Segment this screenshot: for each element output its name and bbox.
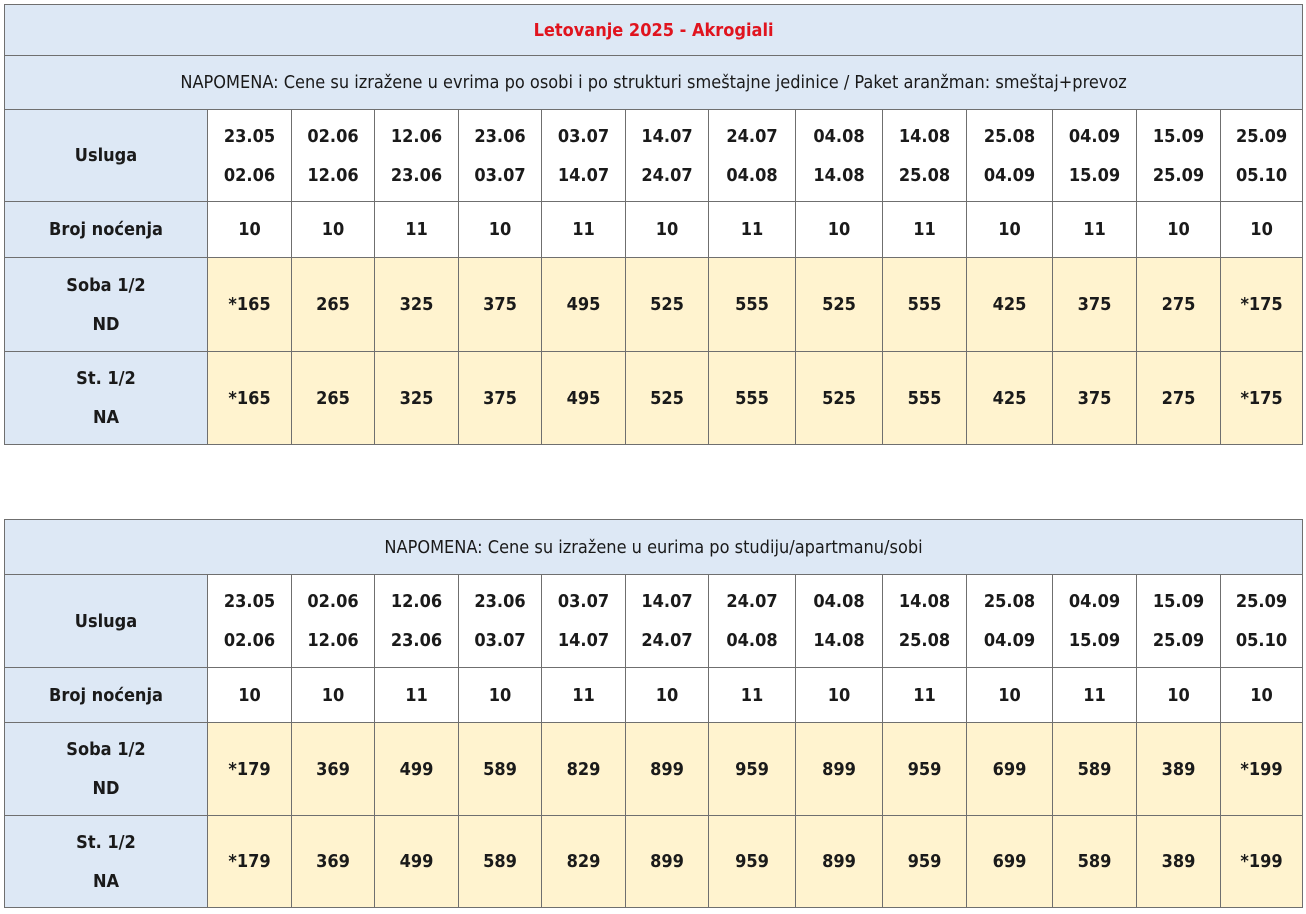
nights-cell: 11 bbox=[709, 668, 796, 723]
price-cell: 369 bbox=[292, 816, 375, 908]
price-cell: *199 bbox=[1221, 816, 1303, 908]
period-end: 25.09 bbox=[1152, 164, 1205, 186]
price-cell: 525 bbox=[626, 258, 709, 352]
service-header-cell bbox=[5, 575, 208, 668]
price-cell: 525 bbox=[796, 258, 883, 352]
price-cell: 499 bbox=[375, 816, 459, 908]
period-start: 02.06 bbox=[307, 125, 359, 147]
nights-cell: 11 bbox=[375, 668, 459, 723]
price-cell: 959 bbox=[883, 723, 967, 816]
price-cell: 265 bbox=[292, 352, 375, 445]
nights-label: Broj noćenja bbox=[49, 684, 163, 706]
price-cell: 699 bbox=[967, 723, 1053, 816]
period-start: 03.07 bbox=[557, 591, 610, 612]
price-cell: *175 bbox=[1221, 352, 1303, 445]
price-cell: 375 bbox=[1053, 258, 1137, 352]
period-header-cell bbox=[709, 575, 796, 668]
period-end: 05.10 bbox=[1235, 630, 1288, 651]
period-end: 14.08 bbox=[813, 630, 865, 651]
nights-cell: 11 bbox=[542, 668, 626, 723]
period-end: 14.07 bbox=[557, 164, 610, 186]
period-start: 12.06 bbox=[390, 125, 443, 147]
period-start: 24.07 bbox=[726, 125, 778, 147]
period-start: 03.07 bbox=[557, 125, 610, 147]
price-cell: 495 bbox=[542, 258, 626, 352]
period-end: 12.06 bbox=[307, 630, 359, 651]
meal-plan: ND bbox=[92, 313, 120, 335]
room-label-cell bbox=[5, 258, 208, 352]
nights-cell: 11 bbox=[709, 202, 796, 258]
period-header-cell bbox=[883, 575, 967, 668]
nights-row bbox=[5, 668, 1303, 723]
period-header-row bbox=[5, 110, 1303, 202]
note-cell bbox=[5, 56, 1303, 110]
period-end: 24.07 bbox=[641, 164, 693, 186]
service-label: Usluga bbox=[74, 610, 138, 632]
price-cell: 425 bbox=[967, 352, 1053, 445]
price-cell: 589 bbox=[459, 723, 542, 816]
period-start: 14.08 bbox=[898, 591, 951, 612]
nights-cell: 10 bbox=[1137, 202, 1221, 258]
period-end: 04.09 bbox=[983, 630, 1036, 651]
note-row bbox=[5, 520, 1303, 575]
period-end: 04.08 bbox=[726, 164, 778, 186]
price-row bbox=[5, 258, 1303, 352]
room-type: Soba 1/2 bbox=[66, 274, 146, 296]
note-row bbox=[5, 56, 1303, 110]
price-row bbox=[5, 352, 1303, 445]
nights-cell: 10 bbox=[796, 668, 883, 723]
nights-cell: 10 bbox=[967, 668, 1053, 723]
period-header-cell bbox=[459, 110, 542, 202]
period-end: 25.09 bbox=[1152, 630, 1205, 651]
period-end: 03.07 bbox=[474, 630, 526, 651]
price-cell: 555 bbox=[709, 258, 796, 352]
period-end: 14.07 bbox=[557, 630, 610, 651]
period-end: 25.08 bbox=[898, 630, 951, 651]
period-start: 25.09 bbox=[1235, 125, 1288, 147]
nights-cell: 10 bbox=[1221, 668, 1303, 723]
price-cell: 959 bbox=[709, 723, 796, 816]
period-start: 14.07 bbox=[641, 591, 693, 612]
nights-cell: 10 bbox=[459, 668, 542, 723]
price-row bbox=[5, 723, 1303, 816]
period-end: 15.09 bbox=[1068, 164, 1121, 186]
period-header-cell bbox=[375, 110, 459, 202]
room-type: St. 1/2 bbox=[76, 368, 136, 389]
nights-cell: 10 bbox=[208, 202, 292, 258]
period-start: 15.09 bbox=[1152, 591, 1205, 612]
period-start: 04.08 bbox=[813, 591, 865, 612]
price-cell: 369 bbox=[292, 723, 375, 816]
period-start: 04.08 bbox=[813, 125, 865, 147]
price-cell: 389 bbox=[1137, 723, 1221, 816]
period-header-cell bbox=[1137, 110, 1221, 202]
price-cell: 375 bbox=[459, 352, 542, 445]
period-header-cell bbox=[626, 575, 709, 668]
price-cell: 555 bbox=[709, 352, 796, 445]
period-start: 14.07 bbox=[641, 125, 693, 147]
price-cell: 959 bbox=[883, 816, 967, 908]
price-cell: 555 bbox=[883, 352, 967, 445]
price-cell: *165 bbox=[208, 258, 292, 352]
period-header-cell bbox=[883, 110, 967, 202]
price-cell: 495 bbox=[542, 352, 626, 445]
period-start: 15.09 bbox=[1152, 125, 1205, 147]
price-cell: 589 bbox=[1053, 723, 1137, 816]
price-cell: 959 bbox=[709, 816, 796, 908]
period-header-cell bbox=[626, 110, 709, 202]
price-cell: 699 bbox=[967, 816, 1053, 908]
period-end: 12.06 bbox=[307, 164, 359, 186]
price-cell: 899 bbox=[796, 816, 883, 908]
meal-plan: ND bbox=[92, 778, 120, 799]
price-cell: 589 bbox=[1053, 816, 1137, 908]
period-header-cell bbox=[1053, 110, 1137, 202]
price-cell: 899 bbox=[796, 723, 883, 816]
nights-cell: 11 bbox=[1053, 202, 1137, 258]
period-header-cell bbox=[542, 575, 626, 668]
period-end: 04.08 bbox=[726, 630, 778, 651]
period-start: 25.08 bbox=[983, 591, 1036, 612]
meal-plan: NA bbox=[92, 407, 120, 428]
nights-label: Broj noćenja bbox=[49, 219, 163, 240]
period-header-cell bbox=[967, 575, 1053, 668]
period-header-cell bbox=[292, 575, 375, 668]
room-type: Soba 1/2 bbox=[66, 739, 146, 760]
price-cell: 375 bbox=[459, 258, 542, 352]
period-start: 23.06 bbox=[474, 591, 526, 612]
period-end: 25.08 bbox=[898, 164, 951, 186]
period-header-row bbox=[5, 575, 1303, 668]
period-header-cell bbox=[796, 110, 883, 202]
period-end: 02.06 bbox=[223, 630, 276, 651]
nights-cell: 10 bbox=[208, 668, 292, 723]
period-header-cell bbox=[459, 575, 542, 668]
period-header-cell bbox=[1221, 110, 1303, 202]
nights-header-cell bbox=[5, 668, 208, 723]
period-header-cell bbox=[1053, 575, 1137, 668]
period-start: 23.05 bbox=[223, 591, 276, 612]
price-table-2 bbox=[4, 519, 1303, 908]
period-header-cell bbox=[542, 110, 626, 202]
table-title-cell bbox=[5, 5, 1303, 56]
price-cell: 589 bbox=[459, 816, 542, 908]
period-start: 04.09 bbox=[1068, 125, 1121, 147]
period-end: 23.06 bbox=[390, 630, 443, 651]
nights-cell: 10 bbox=[967, 202, 1053, 258]
period-end: 05.10 bbox=[1235, 164, 1288, 186]
period-end: 24.07 bbox=[641, 630, 693, 651]
period-end: 15.09 bbox=[1068, 630, 1121, 651]
nights-cell: 11 bbox=[883, 668, 967, 723]
period-start: 12.06 bbox=[390, 591, 443, 612]
period-start: 25.09 bbox=[1235, 591, 1288, 612]
price-cell: 829 bbox=[542, 816, 626, 908]
price-row bbox=[5, 816, 1303, 908]
price-cell: 275 bbox=[1137, 352, 1221, 445]
nights-cell: 11 bbox=[1053, 668, 1137, 723]
nights-row bbox=[5, 202, 1303, 258]
price-cell: 325 bbox=[375, 258, 459, 352]
service-label: Usluga bbox=[74, 145, 138, 166]
price-cell: 375 bbox=[1053, 352, 1137, 445]
price-cell: *179 bbox=[208, 816, 292, 908]
price-cell: 425 bbox=[967, 258, 1053, 352]
period-header-cell bbox=[709, 110, 796, 202]
period-header-cell bbox=[1221, 575, 1303, 668]
nights-cell: 10 bbox=[626, 202, 709, 258]
price-cell: *179 bbox=[208, 723, 292, 816]
table-title-row bbox=[5, 5, 1303, 56]
nights-cell: 10 bbox=[626, 668, 709, 723]
price-cell: 265 bbox=[292, 258, 375, 352]
nights-cell: 10 bbox=[292, 668, 375, 723]
period-start: 23.05 bbox=[223, 125, 276, 147]
nights-cell: 10 bbox=[1137, 668, 1221, 723]
nights-cell: 11 bbox=[375, 202, 459, 258]
nights-cell: 11 bbox=[542, 202, 626, 258]
price-cell: *165 bbox=[208, 352, 292, 445]
note-text: NAPOMENA: Cene su izražene u eurima po studiju/apartmanu/sobi bbox=[384, 536, 923, 558]
price-cell: 499 bbox=[375, 723, 459, 816]
room-label-cell bbox=[5, 816, 208, 908]
room-label-cell bbox=[5, 723, 208, 816]
period-header-cell bbox=[796, 575, 883, 668]
period-start: 14.08 bbox=[898, 125, 951, 147]
period-start: 23.06 bbox=[474, 125, 526, 147]
period-header-cell bbox=[208, 575, 292, 668]
price-cell: 899 bbox=[626, 723, 709, 816]
period-start: 25.08 bbox=[983, 125, 1036, 147]
note-cell bbox=[5, 520, 1303, 575]
nights-cell: 10 bbox=[459, 202, 542, 258]
period-end: 23.06 bbox=[390, 164, 443, 186]
table-title: Letovanje 2025 - Akrogiali bbox=[533, 19, 774, 41]
nights-cell: 10 bbox=[1221, 202, 1303, 258]
note-text: NAPOMENA: Cene su izražene u evrima po osobi i po strukturi smeštajne jedinice / Paket aranžman: smeštaj+prevoz bbox=[180, 72, 1127, 93]
period-end: 14.08 bbox=[813, 164, 865, 186]
price-cell: 899 bbox=[626, 816, 709, 908]
price-cell: *175 bbox=[1221, 258, 1303, 352]
period-start: 04.09 bbox=[1068, 591, 1121, 612]
period-header-cell bbox=[292, 110, 375, 202]
room-type: St. 1/2 bbox=[76, 831, 136, 853]
room-label-cell bbox=[5, 352, 208, 445]
price-cell: 325 bbox=[375, 352, 459, 445]
period-end: 03.07 bbox=[474, 164, 526, 186]
price-cell: 829 bbox=[542, 723, 626, 816]
service-header-cell bbox=[5, 110, 208, 202]
price-cell: 525 bbox=[626, 352, 709, 445]
period-start: 24.07 bbox=[726, 591, 778, 612]
period-start: 02.06 bbox=[307, 591, 359, 612]
price-cell: 525 bbox=[796, 352, 883, 445]
period-header-cell bbox=[1137, 575, 1221, 668]
period-header-cell bbox=[208, 110, 292, 202]
price-table-1 bbox=[4, 4, 1303, 445]
period-end: 02.06 bbox=[223, 164, 276, 186]
price-cell: *199 bbox=[1221, 723, 1303, 816]
meal-plan: NA bbox=[92, 870, 120, 892]
price-cell: 389 bbox=[1137, 816, 1221, 908]
period-end: 04.09 bbox=[983, 164, 1036, 186]
nights-cell: 10 bbox=[292, 202, 375, 258]
nights-cell: 11 bbox=[883, 202, 967, 258]
price-cell: 275 bbox=[1137, 258, 1221, 352]
price-cell: 555 bbox=[883, 258, 967, 352]
nights-cell: 10 bbox=[796, 202, 883, 258]
period-header-cell bbox=[967, 110, 1053, 202]
period-header-cell bbox=[375, 575, 459, 668]
nights-header-cell bbox=[5, 202, 208, 258]
